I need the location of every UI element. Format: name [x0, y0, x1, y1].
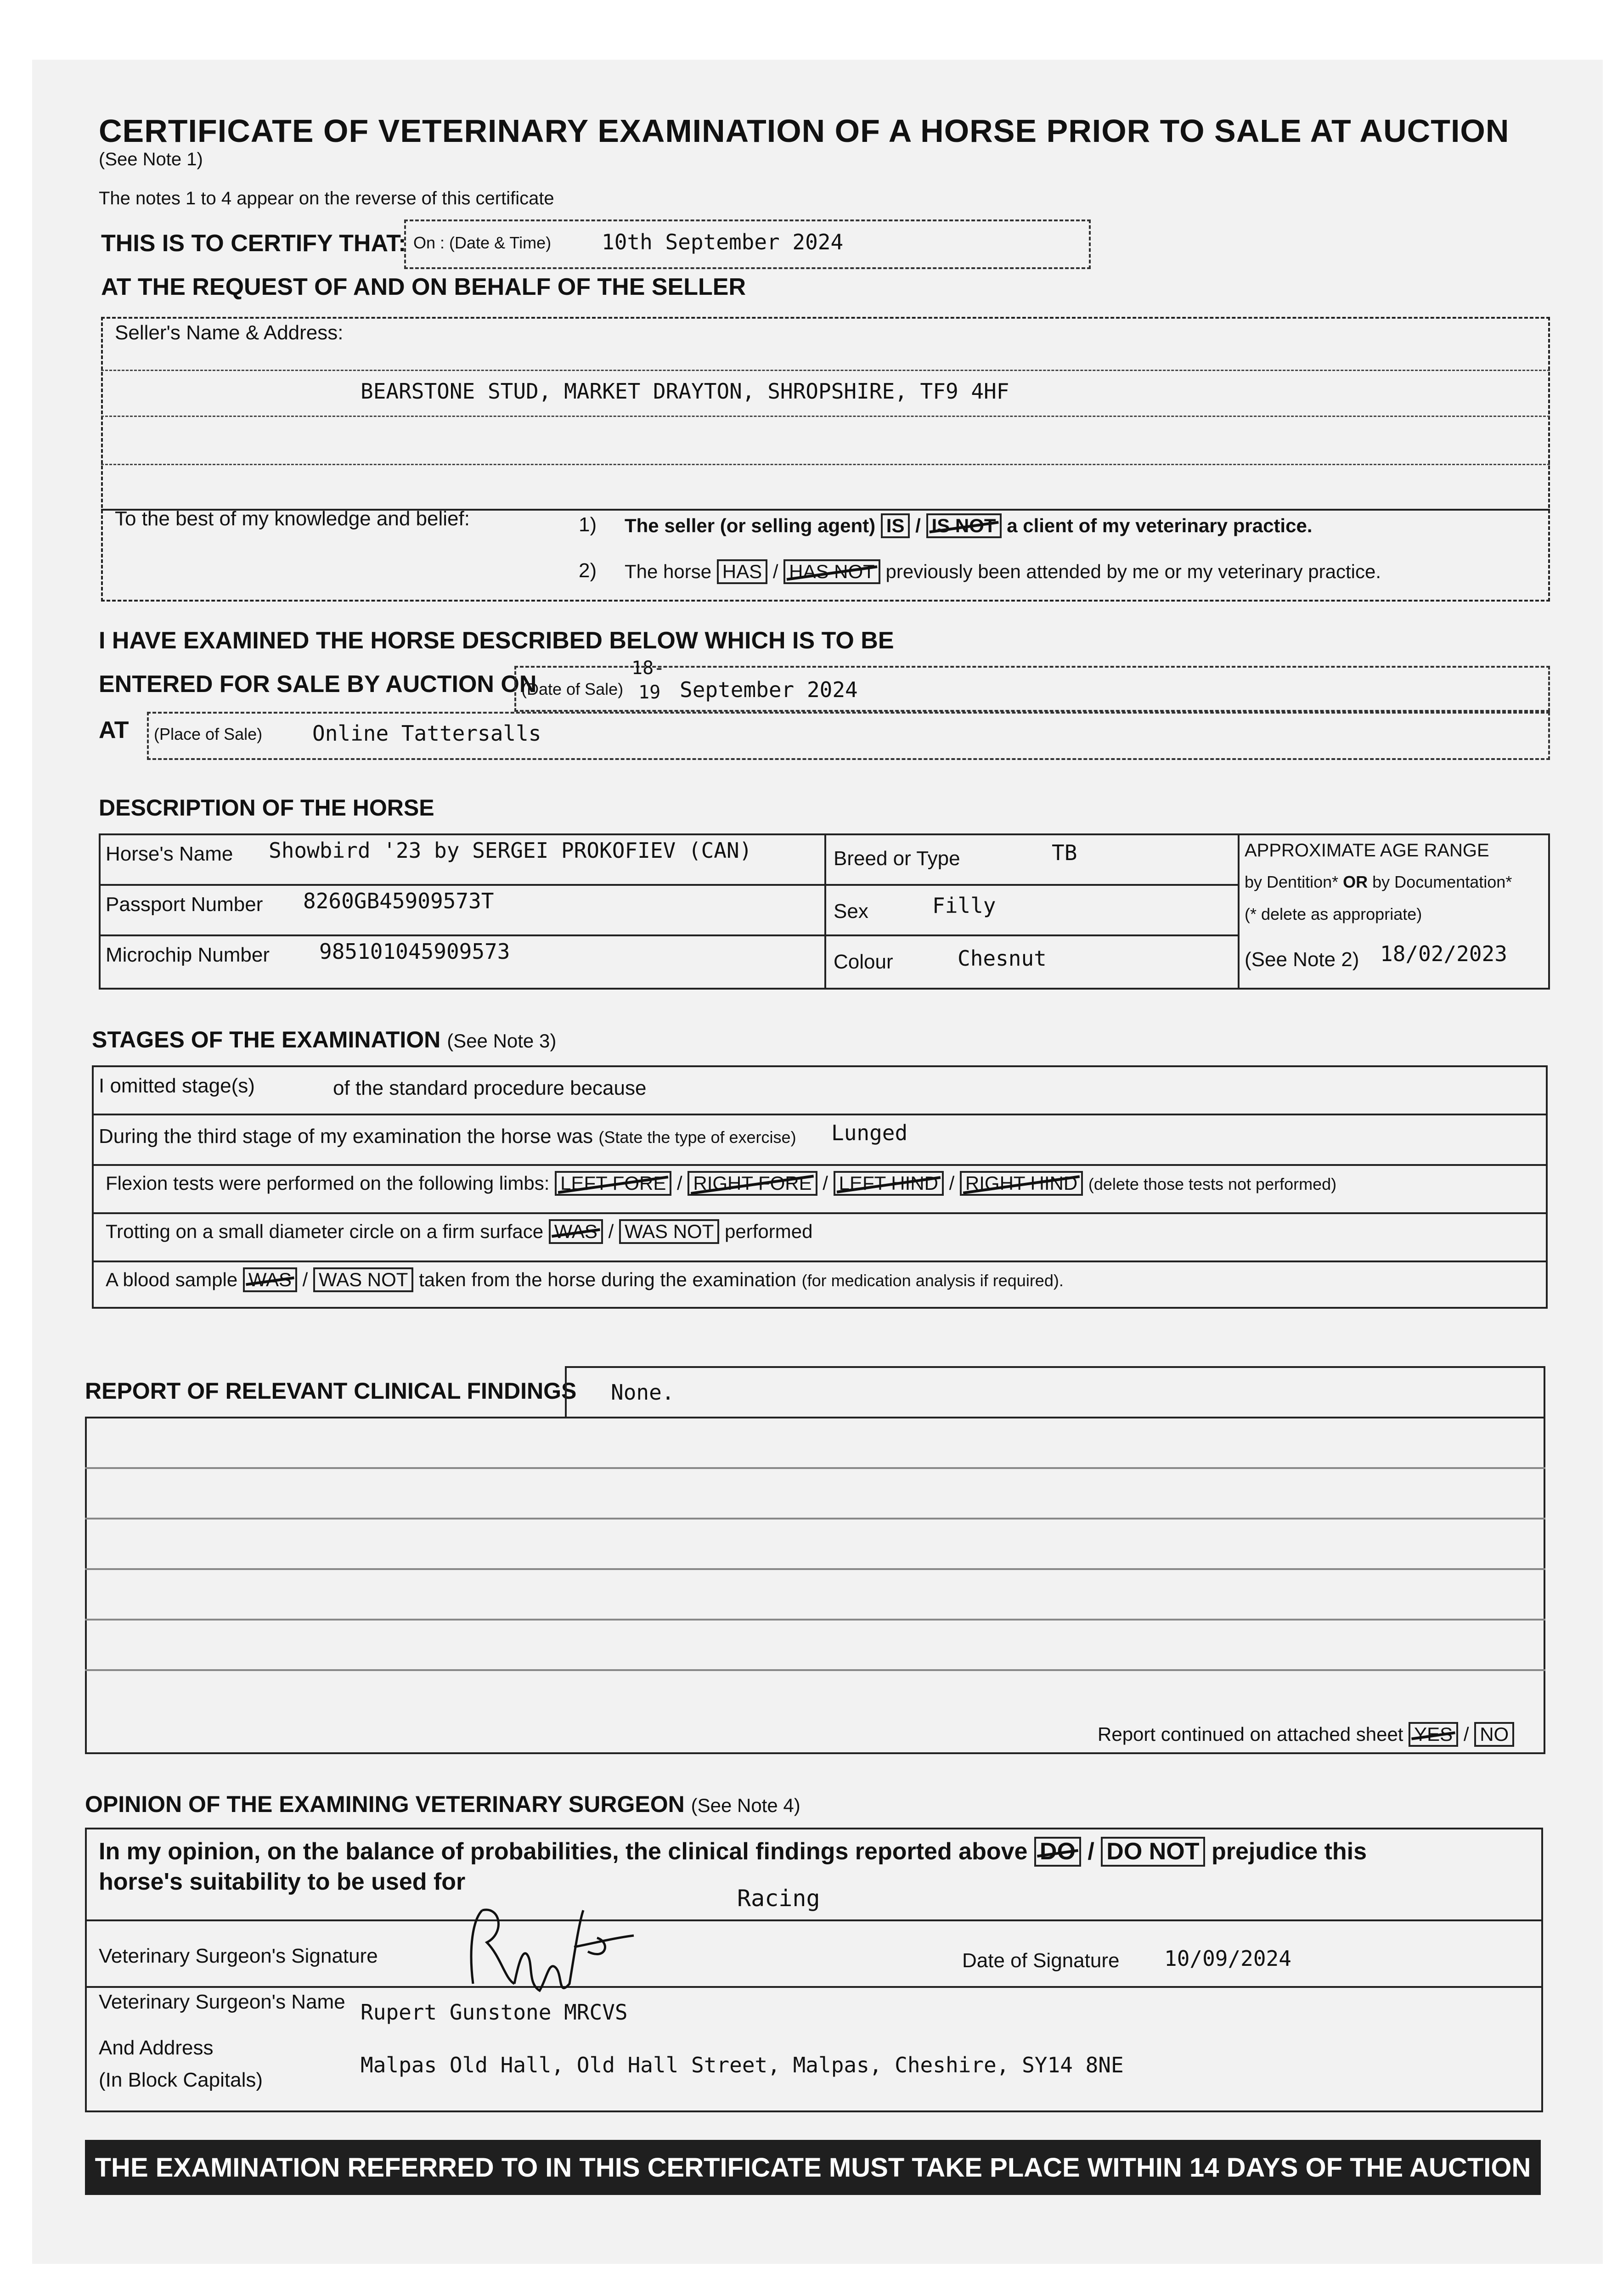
- seller-block: [101, 317, 1550, 602]
- opinion-line-1: [85, 1919, 1543, 1921]
- flexion-row: [106, 1171, 1336, 1196]
- flexion-label: Flexion tests were performed on the following limbs:: [106, 1172, 550, 1194]
- slash: /: [1088, 1838, 1094, 1865]
- stages-row-4: [92, 1261, 1548, 1262]
- microchip-label: Microchip Number: [106, 944, 270, 966]
- breed-value: TB: [1052, 840, 1077, 865]
- seller-line-3: [101, 464, 1550, 465]
- vet-name-value: Rupert Gunstone MRCVS: [361, 2000, 628, 2025]
- blood-label: A blood sample: [106, 1269, 238, 1290]
- blood-row: [106, 1267, 1064, 1292]
- flexion-left-hind: LEFT HIND: [834, 1171, 944, 1196]
- sale-date-label: (Date of Sale): [521, 680, 624, 698]
- report-continued: [1098, 1722, 1514, 1747]
- slash: /: [608, 1221, 614, 1242]
- description-col-2: [1238, 833, 1240, 990]
- opinion-do-not: DO NOT: [1101, 1837, 1205, 1867]
- omitted-label-a: I omitted stage(s): [99, 1075, 255, 1097]
- findings-heading: REPORT OF RELEVANT CLINICAL FINDINGS: [85, 1378, 577, 1404]
- opinion-do: DO: [1034, 1837, 1081, 1867]
- horse-name-label: Horse's Name: [106, 843, 233, 865]
- flexion-right-hind: RIGHT HIND: [960, 1171, 1083, 1196]
- passport-label: Passport Number: [106, 893, 263, 916]
- date-of-signature-value: 10/09/2024: [1164, 1946, 1291, 1971]
- vet-name-label: Veterinary Surgeon's Name: [99, 1991, 345, 2013]
- stages-heading-note: (See Note 3): [447, 1030, 557, 1052]
- blood-note: (for medication analysis if required).: [801, 1271, 1064, 1290]
- opinion-text-line-1: [99, 1837, 1367, 1867]
- stages-row-2: [92, 1164, 1548, 1166]
- third-stage-note: (State the type of exercise): [598, 1128, 796, 1147]
- opinion-line-2: [85, 1986, 1543, 1988]
- description-row-3: [824, 884, 1238, 886]
- blood-was: WAS: [243, 1267, 297, 1292]
- findings-line-5: [85, 1619, 1545, 1621]
- knowledge-label: To the best of my knowledge and belief:: [115, 507, 470, 530]
- slash: /: [823, 1172, 828, 1194]
- stages-heading-text: STAGES OF THE EXAMINATION: [92, 1027, 441, 1052]
- sex-label: Sex: [834, 900, 868, 923]
- seller-is-option: IS: [881, 513, 910, 538]
- description-row-1: [99, 884, 824, 886]
- slash: /: [915, 515, 921, 536]
- colour-value: Chesnut: [958, 946, 1047, 971]
- trotting-row: [106, 1219, 812, 1244]
- omitted-label-b: of the standard procedure because: [333, 1077, 647, 1099]
- stages-row-1: [92, 1114, 1548, 1115]
- third-stage-label: During the third stage of my examination the horse was: [99, 1125, 593, 1148]
- age-or: OR: [1343, 872, 1368, 891]
- certify-date-value: 10th September 2024: [602, 230, 844, 254]
- horse-has-not-option: HAS NOT: [783, 559, 880, 584]
- vet-address-label: And Address: [99, 2037, 214, 2059]
- description-row-4: [824, 934, 1238, 936]
- trotting-label: Trotting on a small diameter circle on a firm surface: [106, 1221, 544, 1242]
- microchip-value: 985101045909573: [319, 939, 510, 964]
- third-stage: [99, 1125, 796, 1148]
- examined-line-2: ENTERED FOR SALE BY AUCTION ON: [99, 671, 537, 698]
- knowledge-2-number: 2): [579, 559, 597, 582]
- trotting-was-not: WAS NOT: [619, 1219, 719, 1244]
- blood-suffix: taken from the horse during the examination: [419, 1269, 796, 1290]
- slash: /: [677, 1172, 682, 1194]
- flexion-right-fore: RIGHT FORE: [688, 1171, 817, 1196]
- sale-place-label: (Place of Sale): [154, 725, 263, 743]
- seller-client-suffix: a client of my veterinary practice.: [1007, 515, 1313, 536]
- opinion-text-c: horse's suitability to be used for: [99, 1868, 466, 1895]
- description-col-1: [824, 833, 826, 990]
- slash: /: [1463, 1723, 1469, 1745]
- certificate-title: CERTIFICATE OF VETERINARY EXAMINATION OF A HORSE PRIOR TO SALE AT AUCTION: [99, 113, 1510, 149]
- flexion-left-fore: LEFT FORE: [555, 1171, 671, 1196]
- sale-date-box: [514, 666, 1550, 712]
- report-continued-label: Report continued on attached sheet: [1098, 1723, 1403, 1745]
- certify-date-label: On : (Date & Time): [413, 233, 552, 252]
- age-documentation: by Documentation*: [1372, 872, 1512, 891]
- slash: /: [302, 1269, 308, 1290]
- stages-row-3: [92, 1212, 1548, 1214]
- trotting-suffix: performed: [725, 1221, 813, 1242]
- at-label: AT: [99, 717, 129, 743]
- vet-address-label-2: (In Block Capitals): [99, 2069, 263, 2091]
- opinion-use-value: Racing: [737, 1885, 820, 1912]
- age-value: 18/02/2023: [1380, 941, 1507, 966]
- notes-text: The notes 1 to 4 appear on the reverse of this certificate: [99, 188, 554, 208]
- continued-no: NO: [1474, 1722, 1514, 1747]
- age-dentition: by Dentition*: [1245, 872, 1339, 891]
- date-of-signature-label: Date of Signature: [962, 1949, 1120, 1972]
- findings-line-1: [85, 1417, 1545, 1418]
- breed-label: Breed or Type: [834, 847, 960, 870]
- knowledge-1-number: 1): [579, 513, 597, 536]
- see-note-1: (See Note 1): [99, 149, 203, 169]
- seller-label: Seller's Name & Address:: [115, 321, 344, 344]
- seller-client-prefix: The seller (or selling agent): [625, 515, 876, 536]
- knowledge-2: [625, 559, 1381, 584]
- horse-attended-suffix: previously been attended by me or my veterinary practice.: [885, 561, 1381, 582]
- horse-attended-prefix: The horse: [625, 561, 712, 582]
- examined-line-1: I HAVE EXAMINED THE HORSE DESCRIBED BELOW WHICH IS TO BE: [99, 627, 894, 654]
- age-title: APPROXIMATE AGE RANGE: [1245, 840, 1489, 861]
- findings-value: None.: [611, 1380, 675, 1405]
- third-stage-value: Lunged: [831, 1120, 908, 1145]
- sale-date-day: 19: [638, 682, 661, 703]
- signature-image: [459, 1892, 652, 2002]
- blood-was-not: WAS NOT: [313, 1267, 413, 1292]
- seller-address: BEARSTONE STUD, MARKET DRAYTON, SHROPSHIRE, TF9 4HF: [361, 379, 1009, 404]
- findings-first-line-box: [565, 1366, 1545, 1417]
- age-line-3: (* delete as appropriate): [1245, 905, 1422, 923]
- sale-date-top: 18-: [631, 658, 665, 679]
- horse-name-value: Showbird '23 by SERGEI PROKOFIEV (CAN): [269, 838, 752, 863]
- findings-line-4: [85, 1568, 1545, 1570]
- age-note: (See Note 2): [1245, 948, 1359, 971]
- stages-heading: [92, 1026, 556, 1053]
- seller-line-2: [101, 416, 1550, 417]
- opinion-text-b: prejudice this: [1211, 1838, 1367, 1865]
- request-heading: AT THE REQUEST OF AND ON BEHALF OF THE SELLER: [101, 274, 746, 300]
- vet-address-value: Malpas Old Hall, Old Hall Street, Malpas, Cheshire, SY14 8NE: [361, 2053, 1124, 2077]
- seller-line-1: [101, 370, 1550, 371]
- opinion-heading-note: (See Note 4): [691, 1795, 800, 1816]
- description-heading: DESCRIPTION OF THE HORSE: [99, 795, 434, 821]
- slash: /: [949, 1172, 955, 1194]
- sale-date-rest: September 2024: [680, 677, 858, 702]
- certify-label: THIS IS TO CERTIFY THAT:: [101, 230, 406, 257]
- continued-yes: YES: [1409, 1722, 1458, 1747]
- knowledge-1: [625, 513, 1312, 538]
- findings-line-6: [85, 1669, 1545, 1671]
- slash: /: [772, 561, 778, 582]
- description-row-2: [99, 934, 824, 936]
- findings-line-2: [85, 1467, 1545, 1469]
- opinion-text-a: In my opinion, on the balance of probabilities, the clinical findings reported above: [99, 1838, 1028, 1865]
- flexion-note: (delete those tests not performed): [1088, 1175, 1337, 1193]
- trotting-was: WAS: [549, 1219, 603, 1244]
- passport-value: 8260GB45909573T: [303, 889, 494, 913]
- seller-is-not-option: IS NOT: [926, 513, 1002, 538]
- sex-value: Filly: [932, 893, 996, 918]
- signature-label: Veterinary Surgeon's Signature: [99, 1945, 378, 1967]
- colour-label: Colour: [834, 951, 893, 973]
- opinion-heading-text: OPINION OF THE EXAMINING VETERINARY SURGEON: [85, 1791, 685, 1817]
- findings-line-3: [85, 1518, 1545, 1519]
- horse-has-option: HAS: [717, 559, 767, 584]
- sale-place-value: Online Tattersalls: [312, 721, 541, 746]
- opinion-heading: [85, 1791, 800, 1818]
- footer-banner: THE EXAMINATION REFERRED TO IN THIS CERTIFICATE MUST TAKE PLACE WITHIN 14 DAYS OF THE AUCTION: [85, 2140, 1541, 2195]
- age-line-2: [1245, 872, 1512, 892]
